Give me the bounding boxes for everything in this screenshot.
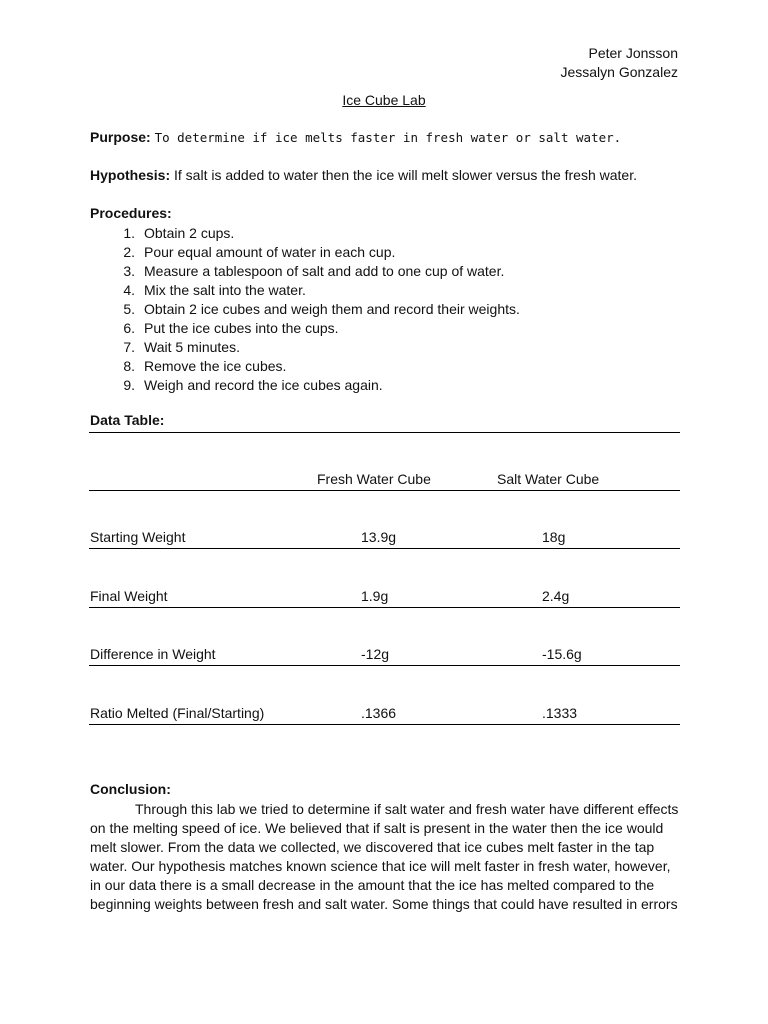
conclusion-heading: Conclusion: bbox=[90, 781, 171, 797]
salt-water-value: -15.6g bbox=[542, 646, 582, 662]
step-number: 2. bbox=[123, 244, 135, 260]
table-divider bbox=[89, 432, 680, 433]
author-name: Jessalyn Gonzalez bbox=[560, 64, 678, 80]
hypothesis-section bbox=[90, 167, 637, 183]
step-number: 3. bbox=[123, 263, 135, 279]
step-text: Put the ice cubes into the cups. bbox=[144, 320, 339, 336]
salt-water-value: 18g bbox=[542, 529, 566, 545]
list-item bbox=[90, 357, 520, 376]
fresh-water-value: 1.9g bbox=[361, 588, 389, 604]
table-divider bbox=[89, 724, 680, 725]
salt-water-value: .1333 bbox=[542, 705, 578, 721]
table-column-header: Fresh Water Cube bbox=[317, 471, 431, 487]
step-number: 8. bbox=[123, 358, 135, 374]
row-label: Ratio Melted (Final/Starting) bbox=[90, 705, 265, 721]
step-text: Pour equal amount of water in each cup. bbox=[144, 244, 396, 260]
purpose-label: Purpose: bbox=[90, 129, 151, 145]
list-item bbox=[90, 319, 520, 338]
step-text: Wait 5 minutes. bbox=[144, 339, 240, 355]
step-number: 1. bbox=[123, 225, 135, 241]
step-text: Mix the salt into the water. bbox=[144, 282, 306, 298]
fresh-water-value: -12g bbox=[361, 646, 390, 662]
hypothesis-text: If salt is added to water then the ice will melt slower versus the fresh water. bbox=[174, 167, 637, 183]
step-text: Weigh and record the ice cubes again. bbox=[144, 377, 383, 393]
procedures-heading: Procedures: bbox=[90, 205, 172, 221]
step-number: 5. bbox=[123, 301, 135, 317]
list-item bbox=[90, 376, 520, 395]
author-names bbox=[560, 44, 678, 82]
salt-water-value: 2.4g bbox=[542, 588, 570, 604]
table-divider bbox=[89, 665, 680, 666]
conclusion-text: Through this lab we tried to determine if salt water and fresh water have different effects on the melting speed of ice. We believed that if salt is present in the water then the ice would melt slower. From the data we collected, we discovered that ice cubes melt faster in the tap water. Our hypothesis matches known science that ice will melt faster in fresh water, however, in our data there is a small decrease in the amount that the ice has melted compared to the beginning weights between fresh and salt water. Some things that could have resulted in errors bbox=[90, 801, 679, 912]
fresh-water-value: .1366 bbox=[361, 705, 397, 721]
step-number: 6. bbox=[123, 320, 135, 336]
row-label: Starting Weight bbox=[90, 529, 186, 545]
step-text: Obtain 2 cups. bbox=[144, 225, 235, 241]
table-divider bbox=[89, 607, 680, 608]
step-text: Remove the ice cubes. bbox=[144, 358, 287, 374]
step-number: 9. bbox=[123, 377, 135, 393]
list-item bbox=[90, 300, 520, 319]
procedures-list bbox=[90, 224, 520, 395]
list-item bbox=[90, 281, 520, 300]
step-number: 7. bbox=[123, 339, 135, 355]
list-item bbox=[90, 262, 520, 281]
purpose-text: To determine if ice melts faster in fresh water or salt water. bbox=[154, 130, 622, 145]
list-item bbox=[90, 224, 520, 243]
step-text: Obtain 2 ice cubes and weigh them and record their weights. bbox=[144, 301, 520, 317]
hypothesis-label: Hypothesis: bbox=[90, 167, 171, 183]
page-title: Ice Cube Lab bbox=[342, 92, 426, 108]
step-text: Measure a tablespoon of salt and add to one cup of water. bbox=[144, 263, 505, 279]
list-item bbox=[90, 243, 520, 262]
table-divider bbox=[89, 548, 680, 549]
table-column-header: Salt Water Cube bbox=[497, 471, 600, 487]
author-name: Peter Jonsson bbox=[588, 45, 678, 61]
table-divider bbox=[89, 490, 680, 491]
row-label: Final Weight bbox=[90, 588, 168, 604]
conclusion-paragraph bbox=[90, 800, 682, 913]
data-table-heading: Data Table: bbox=[90, 412, 165, 428]
step-number: 4. bbox=[123, 282, 135, 298]
row-label: Difference in Weight bbox=[90, 646, 216, 662]
list-item bbox=[90, 338, 520, 357]
purpose-section bbox=[90, 129, 621, 145]
fresh-water-value: 13.9g bbox=[361, 529, 397, 545]
